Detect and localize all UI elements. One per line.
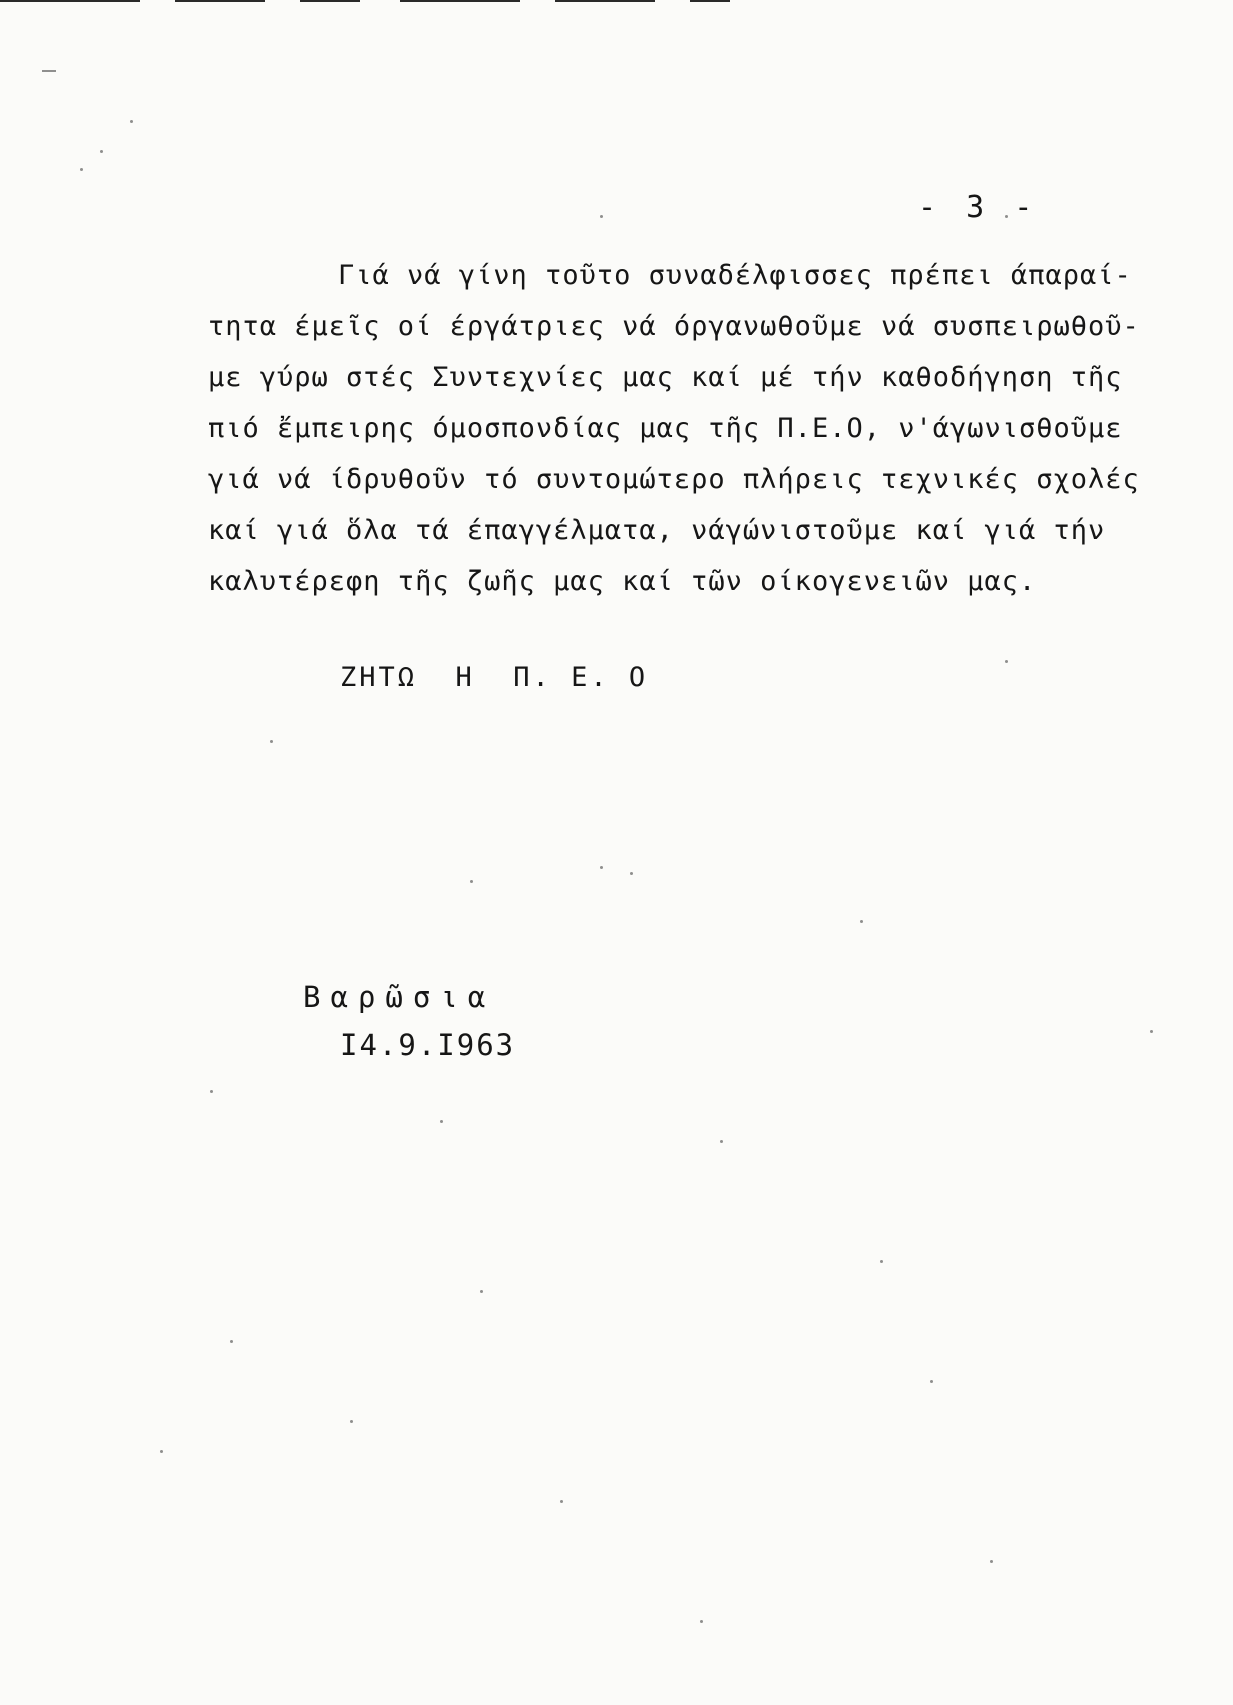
- slogan: ΖΗΤΩ Η Π. Ε. Ο: [340, 662, 649, 693]
- scan-top-edge-marks: [0, 0, 760, 6]
- paragraph-line: πιό ἔμπειρης όμοσπονδίας μας τῆς Π.Ε.Ο, ν'άγωνισθοῦμε: [208, 413, 1123, 444]
- paragraph-line: γιά νά ίδρυθοῦν τό συντομώτερο πλήρεις τεχνικές σχολές: [208, 464, 1140, 495]
- body-paragraph: [208, 250, 1188, 607]
- place-name: Βαρῶσια: [303, 980, 496, 1014]
- paragraph-line: Γιά νά γίνη τοῦτο συναδέλφισσες πρέπει άπαραί-: [338, 260, 1132, 291]
- document-date: I4.9.I963: [340, 1028, 516, 1062]
- paragraph-line: καί γιά ὅλα τά έπαγγέλματα, νάγώνιστοῦμε καί γιά τήν: [208, 515, 1106, 546]
- page-number: - 3 -: [918, 190, 1039, 225]
- paragraph-line: με γύρω στές Συντεχνίες μας καί μέ τήν καθοδήγηση τῆς: [208, 362, 1123, 393]
- paragraph-line: τητα έμεῖς οί έργάτριες νά όργανωθοῦμε νά συσπειρωθοῦ-: [208, 311, 1140, 342]
- paragraph-line: καλυτέρεφη τῆς ζωῆς μας καί τῶν οίκογενειῶν μας.: [208, 566, 1037, 597]
